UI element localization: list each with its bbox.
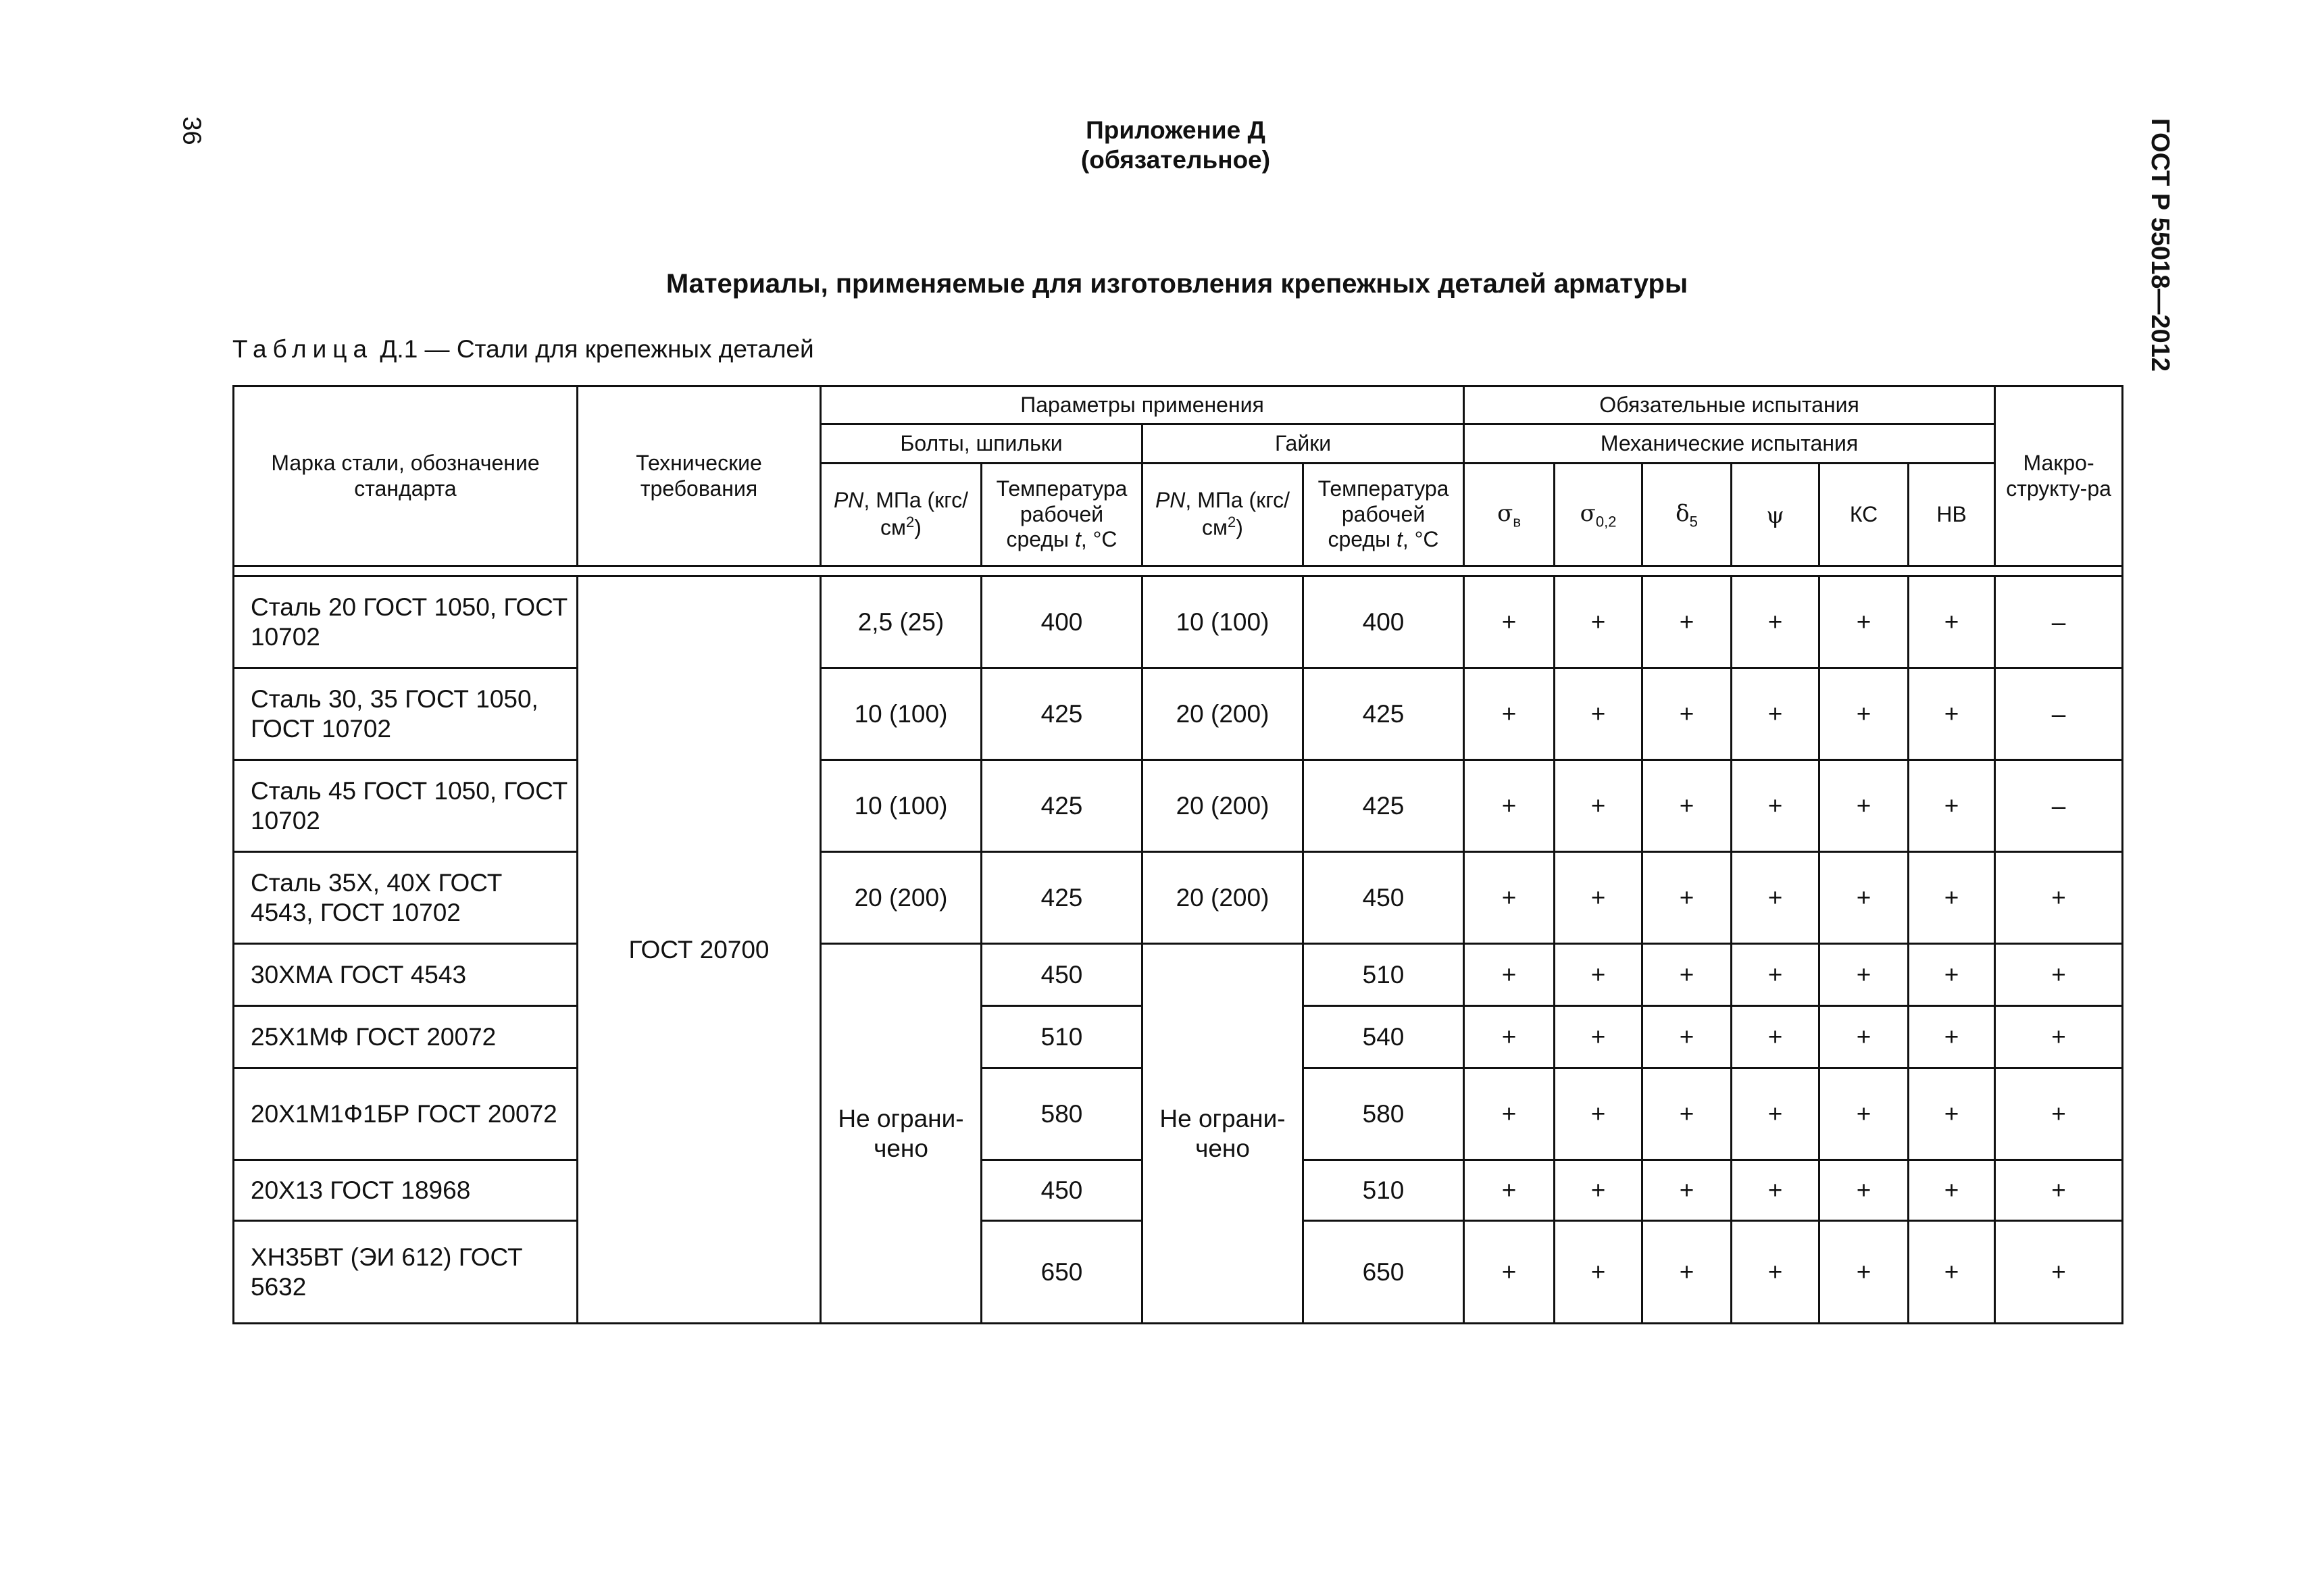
header-grade: Марка стали, обозначение стандарта — [234, 386, 578, 566]
temp-bolts: 400 — [982, 576, 1142, 668]
test-hb: + — [1909, 1006, 1995, 1068]
test-sigma-02: + — [1555, 576, 1642, 668]
pn-bolts: 2,5 (25) — [821, 576, 982, 668]
header-nuts: Гайки — [1142, 424, 1464, 464]
test-ks: + — [1819, 1221, 1909, 1324]
header-sigma-02: $\sigma_{0,2}$ — [1555, 464, 1642, 566]
caption-label: Таблица — [232, 335, 374, 363]
temp-bolts: 650 — [982, 1221, 1142, 1324]
header-hb: НВ — [1909, 464, 1995, 566]
header-macrostructure: Макро-структу-ра — [1995, 386, 2123, 566]
steel-grade: 20Х1М1Ф1БР ГОСТ 20072 — [234, 1068, 578, 1160]
test-delta-5: + — [1642, 668, 1732, 760]
steel-grade: ХН35ВТ (ЭИ 612) ГОСТ 5632 — [234, 1221, 578, 1324]
temp-bolts: 450 — [982, 1160, 1142, 1221]
temp-bolts: 425 — [982, 852, 1142, 944]
steel-grade: 25Х1МФ ГОСТ 20072 — [234, 1006, 578, 1068]
pn-nuts: 20 (200) — [1142, 760, 1303, 852]
test-sigma-b: + — [1464, 576, 1555, 668]
test-delta-5: + — [1642, 1006, 1732, 1068]
header-sigma-b: $\sigma_в$ — [1464, 464, 1555, 566]
steel-grade: Сталь 45 ГОСТ 1050, ГОСТ 10702 — [234, 760, 578, 852]
test-sigma-02: + — [1555, 668, 1642, 760]
test-hb: + — [1909, 852, 1995, 944]
temp-nuts: 510 — [1303, 1160, 1464, 1221]
test-sigma-b: + — [1464, 1006, 1555, 1068]
test-hb: + — [1909, 1068, 1995, 1160]
pn-bolts: 10 (100) — [821, 760, 982, 852]
macrostructure: + — [1995, 1221, 2123, 1324]
test-psi: + — [1732, 668, 1819, 760]
test-sigma-b: + — [1464, 944, 1555, 1006]
steels-table — [232, 385, 2123, 1324]
header-pn-nuts: PN, МПа $(кгс/см^2)$ — [1142, 464, 1303, 566]
test-psi: + — [1732, 1221, 1819, 1324]
temp-bolts: 510 — [982, 1006, 1142, 1068]
test-psi: + — [1732, 760, 1819, 852]
test-delta-5: + — [1642, 1160, 1732, 1221]
test-delta-5: + — [1642, 760, 1732, 852]
temp-nuts: 540 — [1303, 1006, 1464, 1068]
test-hb: + — [1909, 668, 1995, 760]
test-delta-5: + — [1642, 944, 1732, 1006]
document-code: ГОСТ Р 55018—2012 — [2146, 118, 2174, 372]
test-sigma-02: + — [1555, 1006, 1642, 1068]
table-row — [234, 668, 2123, 760]
temp-nuts: 400 — [1303, 576, 1464, 668]
test-sigma-02: + — [1555, 852, 1642, 944]
pn-bolts-unlimited: Не ограни-чено — [821, 944, 982, 1324]
temp-nuts: 510 — [1303, 944, 1464, 1006]
pn-nuts: 20 (200) — [1142, 668, 1303, 760]
test-hb: + — [1909, 1160, 1995, 1221]
header-mandatory-tests: Обязательные испытания — [1464, 386, 1995, 424]
temp-nuts: 425 — [1303, 760, 1464, 852]
macrostructure: + — [1995, 944, 2123, 1006]
macrostructure: – — [1995, 668, 2123, 760]
table-row — [234, 576, 2123, 668]
test-psi: + — [1732, 944, 1819, 1006]
page-number: 36 — [177, 116, 206, 145]
main-title: Материалы, применяемые для изготовления крепежных деталей арматуры — [665, 269, 1688, 299]
appendix-note: (обязательное) — [1080, 146, 1271, 174]
test-sigma-02: + — [1555, 760, 1642, 852]
header-temp-nuts: Температура рабочей среды t, °С — [1303, 464, 1464, 566]
test-sigma-02: + — [1555, 1221, 1642, 1324]
test-delta-5: + — [1642, 1068, 1732, 1160]
macrostructure: + — [1995, 1006, 2123, 1068]
test-ks: + — [1819, 944, 1909, 1006]
header-psi: ψ — [1732, 464, 1819, 566]
test-hb: + — [1909, 1221, 1995, 1324]
test-sigma-02: + — [1555, 944, 1642, 1006]
appendix-title: Приложение Д — [1086, 116, 1265, 144]
test-sigma-b: + — [1464, 760, 1555, 852]
table-caption — [232, 335, 814, 364]
temp-bolts: 450 — [982, 944, 1142, 1006]
header-mechanical-tests: Механические испытания — [1464, 424, 1995, 464]
test-hb: + — [1909, 576, 1995, 668]
test-ks: + — [1819, 576, 1909, 668]
macrostructure: + — [1995, 1068, 2123, 1160]
test-ks: + — [1819, 760, 1909, 852]
test-delta-5: + — [1642, 1221, 1732, 1324]
header-ks: КС — [1819, 464, 1909, 566]
macrostructure: + — [1995, 1160, 2123, 1221]
macrostructure: – — [1995, 760, 2123, 852]
pn-bolts: 10 (100) — [821, 668, 982, 760]
table-row — [234, 760, 2123, 852]
header-separator — [234, 566, 2123, 576]
test-psi: + — [1732, 852, 1819, 944]
test-sigma-02: + — [1555, 1068, 1642, 1160]
test-psi: + — [1732, 1160, 1819, 1221]
test-delta-5: + — [1642, 576, 1732, 668]
test-ks: + — [1819, 1068, 1909, 1160]
test-ks: + — [1819, 852, 1909, 944]
header-application-params: Параметры применения — [821, 386, 1464, 424]
test-ks: + — [1819, 668, 1909, 760]
caption-text: Д.1 — Стали для крепежных деталей — [373, 335, 814, 363]
header-pn-bolts: PN, МПа $(кгс/см^2)$ — [821, 464, 982, 566]
test-hb: + — [1909, 944, 1995, 1006]
steel-grade: 30ХМА ГОСТ 4543 — [234, 944, 578, 1006]
steel-grade: Сталь 30, 35 ГОСТ 1050, ГОСТ 10702 — [234, 668, 578, 760]
macrostructure: + — [1995, 852, 2123, 944]
temp-nuts: 425 — [1303, 668, 1464, 760]
temp-bolts: 580 — [982, 1068, 1142, 1160]
pn-nuts: 10 (100) — [1142, 576, 1303, 668]
header-bolts: Болты, шпильки — [821, 424, 1142, 464]
steel-grade: 20Х13 ГОСТ 18968 — [234, 1160, 578, 1221]
header-delta-5: $\delta_5$ — [1642, 464, 1732, 566]
test-hb: + — [1909, 760, 1995, 852]
test-sigma-b: + — [1464, 1221, 1555, 1324]
temp-bolts: 425 — [982, 760, 1142, 852]
pn-nuts: 20 (200) — [1142, 852, 1303, 944]
table-row — [234, 944, 2123, 1006]
temp-nuts: 450 — [1303, 852, 1464, 944]
test-sigma-b: + — [1464, 1068, 1555, 1160]
header-tech-requirements: Технические требования — [578, 386, 821, 566]
test-ks: + — [1819, 1006, 1909, 1068]
steel-grade: Сталь 35Х, 40Х ГОСТ 4543, ГОСТ 10702 — [234, 852, 578, 944]
pn-bolts: 20 (200) — [821, 852, 982, 944]
temp-bolts: 425 — [982, 668, 1142, 760]
test-delta-5: + — [1642, 852, 1732, 944]
test-sigma-b: + — [1464, 852, 1555, 944]
test-psi: + — [1732, 1068, 1819, 1160]
tech-requirement: ГОСТ 20700 — [578, 576, 821, 1324]
test-sigma-b: + — [1464, 1160, 1555, 1221]
temp-nuts: 580 — [1303, 1068, 1464, 1160]
table-row — [234, 852, 2123, 944]
header-temp-bolts: Температура рабочей среды t, °С — [982, 464, 1142, 566]
macrostructure: – — [1995, 576, 2123, 668]
test-sigma-02: + — [1555, 1160, 1642, 1221]
test-ks: + — [1819, 1160, 1909, 1221]
test-sigma-b: + — [1464, 668, 1555, 760]
steel-grade: Сталь 20 ГОСТ 1050, ГОСТ 10702 — [234, 576, 578, 668]
temp-nuts: 650 — [1303, 1221, 1464, 1324]
test-psi: + — [1732, 576, 1819, 668]
pn-nuts-unlimited: Не ограни-чено — [1142, 944, 1303, 1324]
test-psi: + — [1732, 1006, 1819, 1068]
